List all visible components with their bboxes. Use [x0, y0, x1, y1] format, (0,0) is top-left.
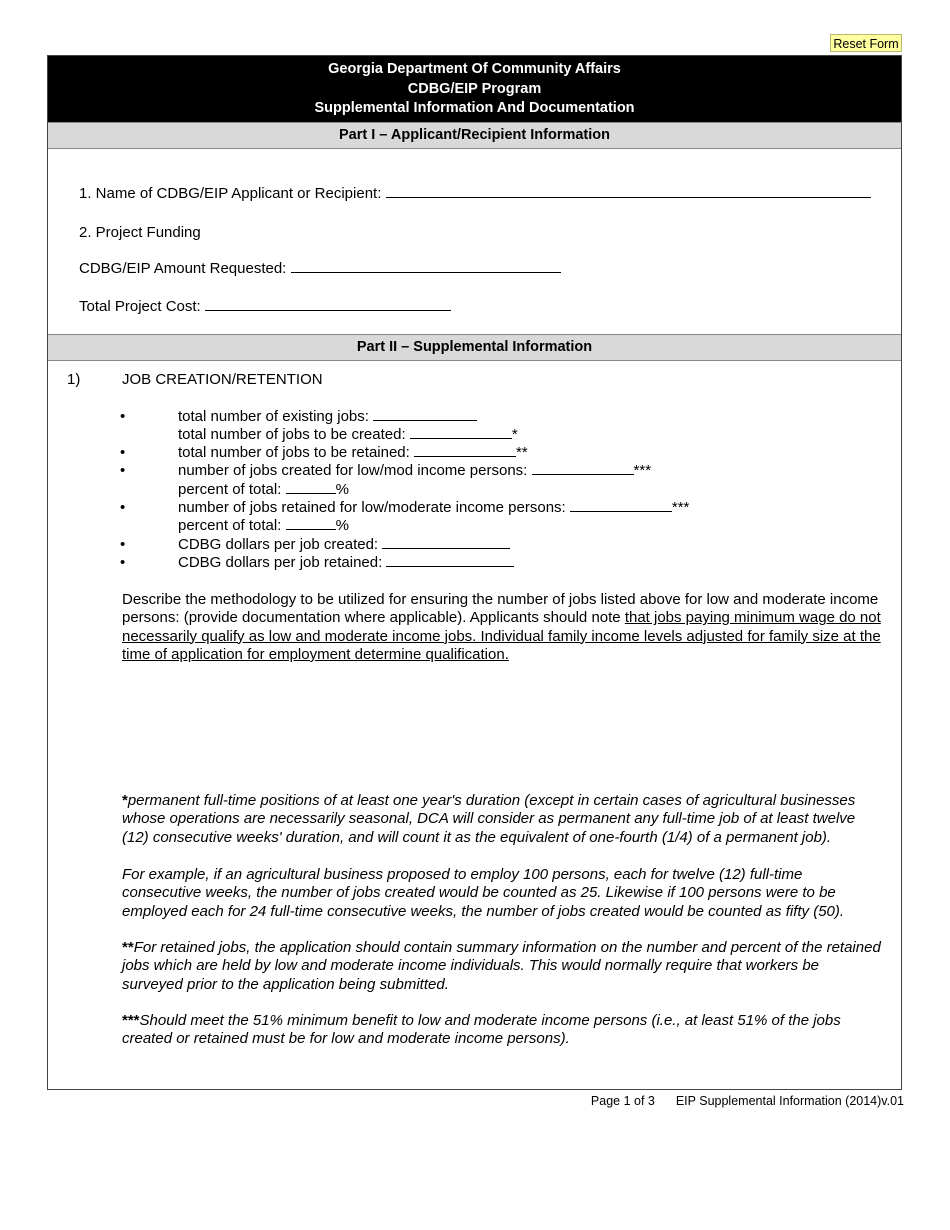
bullet: • — [120, 554, 126, 571]
lowmod-retained-field[interactable] — [570, 499, 672, 512]
amount-requested-label: CDBG/EIP Amount Requested: — [79, 260, 287, 277]
bullet: • — [120, 499, 126, 516]
item-title: JOB CREATION/RETENTION — [122, 371, 323, 388]
bullet: • — [120, 408, 126, 425]
footnote-1-text: permanent full-time positions of at least one year's duration (except in certain cases of agricultural businesses whose operations are necessarily seasonal, DCA will consider as permanent any full-time job of at least twelve (12) consecutive weeks' duration, and will count it as the equivalent of one-fourth (1/4) of a permanent job). — [122, 792, 856, 846]
footnote-mark: *** — [671, 499, 690, 516]
methodology-underlined-text: that jobs paying minimum wage do not necessarily qualify as low and moderate income jobs. Individual family income levels adjusted for family size at the time of application for employment determine qualification. — [122, 609, 881, 663]
dollars-created-label: CDBG dollars per job created: — [178, 536, 379, 553]
footnote-1-example: For example, if an agricultural business proposed to employ 100 persons, each for twelve (12) full-time consecutive weeks, the number of jobs created would be counted as 25. Likewise if 100 persons were to be employed each for 24 full-time consecutive weeks, the number of jobs created would be counted as fifty (50). — [122, 866, 845, 920]
percent-sign: % — [335, 481, 349, 498]
bullet: • — [120, 462, 126, 479]
existing-jobs-label: total number of existing jobs: — [178, 408, 369, 425]
footnote-mark: *** — [633, 462, 652, 479]
percent-retained-row — [178, 517, 349, 534]
form-header — [48, 56, 901, 122]
total-cost-row — [79, 298, 451, 315]
percent-retained-label: percent of total: — [178, 517, 282, 534]
dollars-retained-label: CDBG dollars per job retained: — [178, 554, 383, 571]
footnote-mark: ** — [515, 444, 528, 461]
dollars-retained-field[interactable] — [386, 554, 514, 567]
dollars-created-field[interactable] — [382, 536, 510, 549]
existing-jobs-row — [178, 408, 477, 425]
jobs-created-field[interactable] — [410, 426, 512, 439]
lowmod-retained-row — [178, 499, 689, 516]
part1-title: Part I – Applicant/Recipient Information — [48, 122, 901, 149]
percent-sign: % — [335, 517, 349, 534]
header-org: Georgia Department Of Community Affairs — [328, 61, 621, 77]
applicant-name-row — [79, 185, 871, 202]
amount-requested-row — [79, 260, 561, 277]
methodology-paragraph — [122, 591, 882, 664]
total-cost-field[interactable] — [205, 298, 451, 311]
bullet: • — [120, 444, 126, 461]
part2-title: Part II – Supplemental Information — [48, 334, 901, 361]
footnote-1 — [122, 792, 882, 847]
lowmod-created-field[interactable] — [532, 462, 634, 475]
page-number: Page 1 of 3 — [590, 1094, 655, 1108]
jobs-created-row — [178, 426, 518, 443]
percent-created-field[interactable] — [286, 481, 336, 494]
applicant-name-label: 1. Name of CDBG/EIP Applicant or Recipient: — [79, 185, 382, 202]
percent-created-label: percent of total: — [178, 481, 282, 498]
header-program: CDBG/EIP Program — [407, 80, 542, 97]
applicant-name-field[interactable] — [386, 185, 871, 198]
reset-form-button[interactable]: Reset Form — [830, 34, 902, 52]
footnote-2-text: For retained jobs, the application should contain summary information on the number and percent of the retained jobs which are held by low and moderate income individuals. This would normally require that workers be surveyed prior to the application being submitted. — [122, 939, 881, 993]
header-title: Supplemental Information And Documentation — [314, 100, 635, 116]
jobs-retained-label: total number of jobs to be retained: — [178, 444, 410, 461]
footnote-3 — [122, 1012, 882, 1049]
existing-jobs-field[interactable] — [373, 408, 477, 421]
percent-retained-field[interactable] — [286, 517, 336, 530]
footnote-2 — [122, 939, 882, 994]
total-cost-label: Total Project Cost: — [79, 298, 201, 315]
dollars-retained-row — [178, 554, 514, 571]
footnote-mark: ** — [122, 939, 134, 956]
lowmod-created-label: number of jobs created for low/mod income persons: — [178, 462, 528, 479]
document-version: EIP Supplemental Information (2014)v.01 — [675, 1094, 904, 1108]
bullet: • — [120, 536, 126, 553]
project-funding-label: 2. Project Funding — [79, 224, 201, 241]
percent-created-row — [178, 481, 349, 498]
jobs-retained-field[interactable] — [414, 444, 516, 457]
lowmod-created-row — [178, 462, 651, 479]
footnote-3-text: Should meet the 51% minimum benefit to low and moderate income persons (i.e., at least 51% of the jobs created or retained must be for low and moderate income persons). — [122, 1012, 841, 1048]
form-container — [47, 55, 902, 1090]
footnote-mark: * — [122, 792, 128, 809]
dollars-created-row — [178, 536, 510, 553]
footnote-mark: *** — [122, 1012, 140, 1029]
lowmod-retained-label: number of jobs retained for low/moderate income persons: — [178, 499, 566, 516]
footnote-mark: * — [511, 426, 518, 443]
jobs-created-label: total number of jobs to be created: — [178, 426, 406, 443]
jobs-retained-row — [178, 444, 528, 461]
methodology-text: Describe the methodology to be utilized for ensuring the number of jobs listed above for low and moderate income persons: (provide documentation where applicable). Applicants should note — [122, 591, 879, 627]
item-number: 1) — [67, 371, 81, 388]
amount-requested-field[interactable] — [291, 260, 561, 273]
page-footer — [591, 1094, 904, 1108]
